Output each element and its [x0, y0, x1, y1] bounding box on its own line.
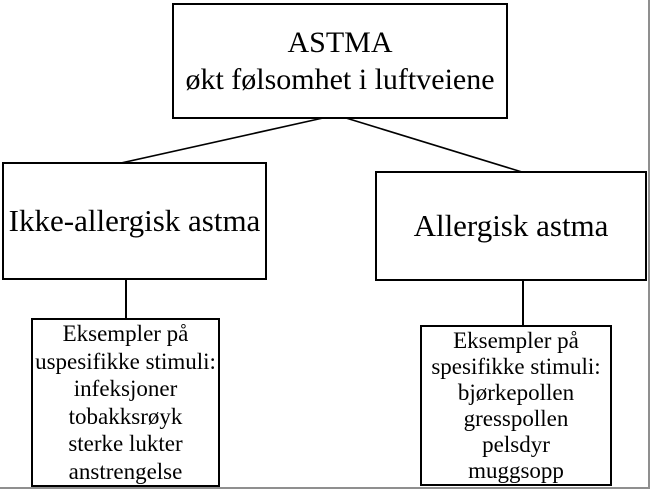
node-astma — [172, 3, 508, 119]
allergic-example-item: pelsdyr — [482, 431, 550, 457]
node-astma-title: ASTMA — [287, 26, 393, 59]
node-non-allergic-asthma-label: Ikke-allergisk astma — [8, 203, 261, 238]
node-non-allergic-asthma — [2, 162, 267, 280]
non-allergic-examples-heading-1: Eksempler på — [62, 321, 189, 346]
allergic-examples-heading-1: Eksempler på — [453, 327, 579, 353]
edge-root-to-allergic — [346, 118, 522, 172]
allergic-examples-heading-2: spesifikke stimuli: — [431, 353, 601, 379]
node-allergic-asthma-label: Allergisk astma — [413, 208, 609, 243]
edge-root-to-non-allergic — [121, 118, 323, 163]
node-allergic-asthma — [375, 171, 647, 281]
non-allergic-example-item: tobakksrøyk — [68, 403, 183, 429]
allergic-example-item: bjørkepollen — [457, 379, 575, 405]
non-allergic-example-item: sterke lukter — [68, 431, 183, 456]
non-allergic-examples-heading-2: uspesifikke stimuli: — [35, 348, 216, 374]
allergic-example-item: gresspollen — [463, 405, 569, 431]
non-allergic-example-item: infeksjoner — [73, 376, 178, 401]
node-astma-subtitle: økt følsomhet i luftveiene — [185, 63, 495, 96]
non-allergic-example-item: anstrengelse — [68, 458, 183, 484]
allergic-example-item: muggsopp — [468, 457, 564, 483]
node-allergic-examples — [420, 325, 612, 486]
node-non-allergic-examples — [31, 318, 220, 487]
